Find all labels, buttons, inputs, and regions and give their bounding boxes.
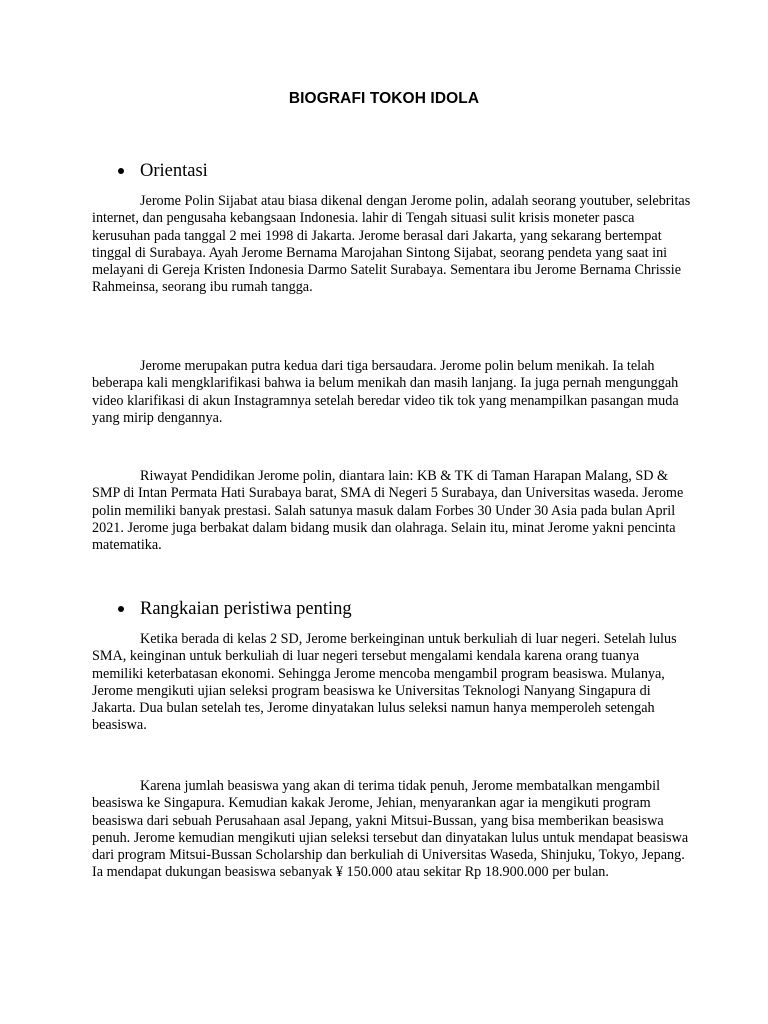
paragraph-orientasi-1: Jerome Polin Sijabat atau biasa dikenal dengan Jerome polin, adalah seorang youtuber, selebritas internet, dan pengusaha kebangsaan Indonesia. lahir di Tengah situasi sulit krisis moneter pasca kerusuhan pada tanggal 2 mei 1998 di Jakarta. Jerome berasal dari Jakarta, yang sekarang bertempat tinggal di Surabaya. Ayah Jerome Bernama Marojahan Sintong Sijabat, seorang pendeta yang saat ini melayani di Gereja Kristen Indonesia Darmo Satelit Surabaya. Sementara ibu Jerome Bernama Chrissie Rahmeinsa, seorang ibu rumah tangga.	[92, 193, 691, 296]
paragraph-rangkaian-2: Karena jumlah beasiswa yang akan di terima tidak penuh, Jerome membatalkan mengambil beasiswa ke Singapura. Kemudian kakak Jerome, Jehian, menyarankan agar ia mengikuti program beasiswa dari sebuah Perusahaan asal Jepang, yakni Mitsui-Bussan, yang bisa memberikan beasiswa penuh. Jerome kemudian mengikuti ujian seleksi tersebut dan dinyatakan lulus untuk mendapat beasiswa dari program Mitsui-Bussan Scholarship dan berkuliah di Universitas Waseda, Shinjuku, Tokyo, Jepang. Ia mendapat dukungan beasiswa sebanyak ¥ 150.000 atau sekitar Rp 18.900.000 per bulan.	[92, 778, 689, 881]
paragraph-rangkaian-1: Ketika berada di kelas 2 SD, Jerome berkeinginan untuk berkuliah di luar negeri. Setelah lulus SMA, keinginan untuk berkuliah di luar negeri tersebut mengalami kendala karena orang tuanya memiliki keterbatasan ekonomi. Sehingga Jerome mencoba mengambil program beasiswa. Mulanya, Jerome mengikuti ujian seleksi program beasiswa ke Universitas Teknologi Nanyang Singapura di Jakarta. Dua bulan setelah tes, Jerome dinyatakan lulus seleksi namun hanya memperoleh setengah beasiswa.	[92, 631, 677, 734]
section-heading-text: Orientasi	[140, 161, 208, 181]
bullet-icon	[118, 606, 124, 612]
document-title: BIOGRAFI TOKOH IDOLA	[288, 90, 480, 107]
section-heading-text: Rangkaian peristiwa penting	[140, 599, 352, 619]
bullet-icon	[118, 168, 124, 174]
paragraph-orientasi-2: Jerome merupakan putra kedua dari tiga bersaudara. Jerome polin belum menikah. Ia telah beberapa kali mengklarifikasi bahwa ia belum menikah dan masih lanjang. Ia juga pernah mengunggah video klarifikasi di akun Instagramnya setelah beredar video tik tok yang menampilkan pasangan muda yang mirip dengannya.	[92, 358, 679, 426]
paragraph-orientasi-3: Riwayat Pendidikan Jerome polin, diantara lain: KB & TK di Taman Harapan Malang, SD & SMP di Intan Permata Hati Surabaya barat, SMA di Negeri 5 Surabaya, dan Universitas waseda. Jerome polin memiliki banyak prestasi. Salah satunya masuk dalam Forbes 30 Under 30 Asia pada bulan April 2021. Jerome juga berbakat dalam bidang musik dan olahraga. Selain itu, minat Jerome yakni pencinta matematika.	[92, 468, 684, 554]
